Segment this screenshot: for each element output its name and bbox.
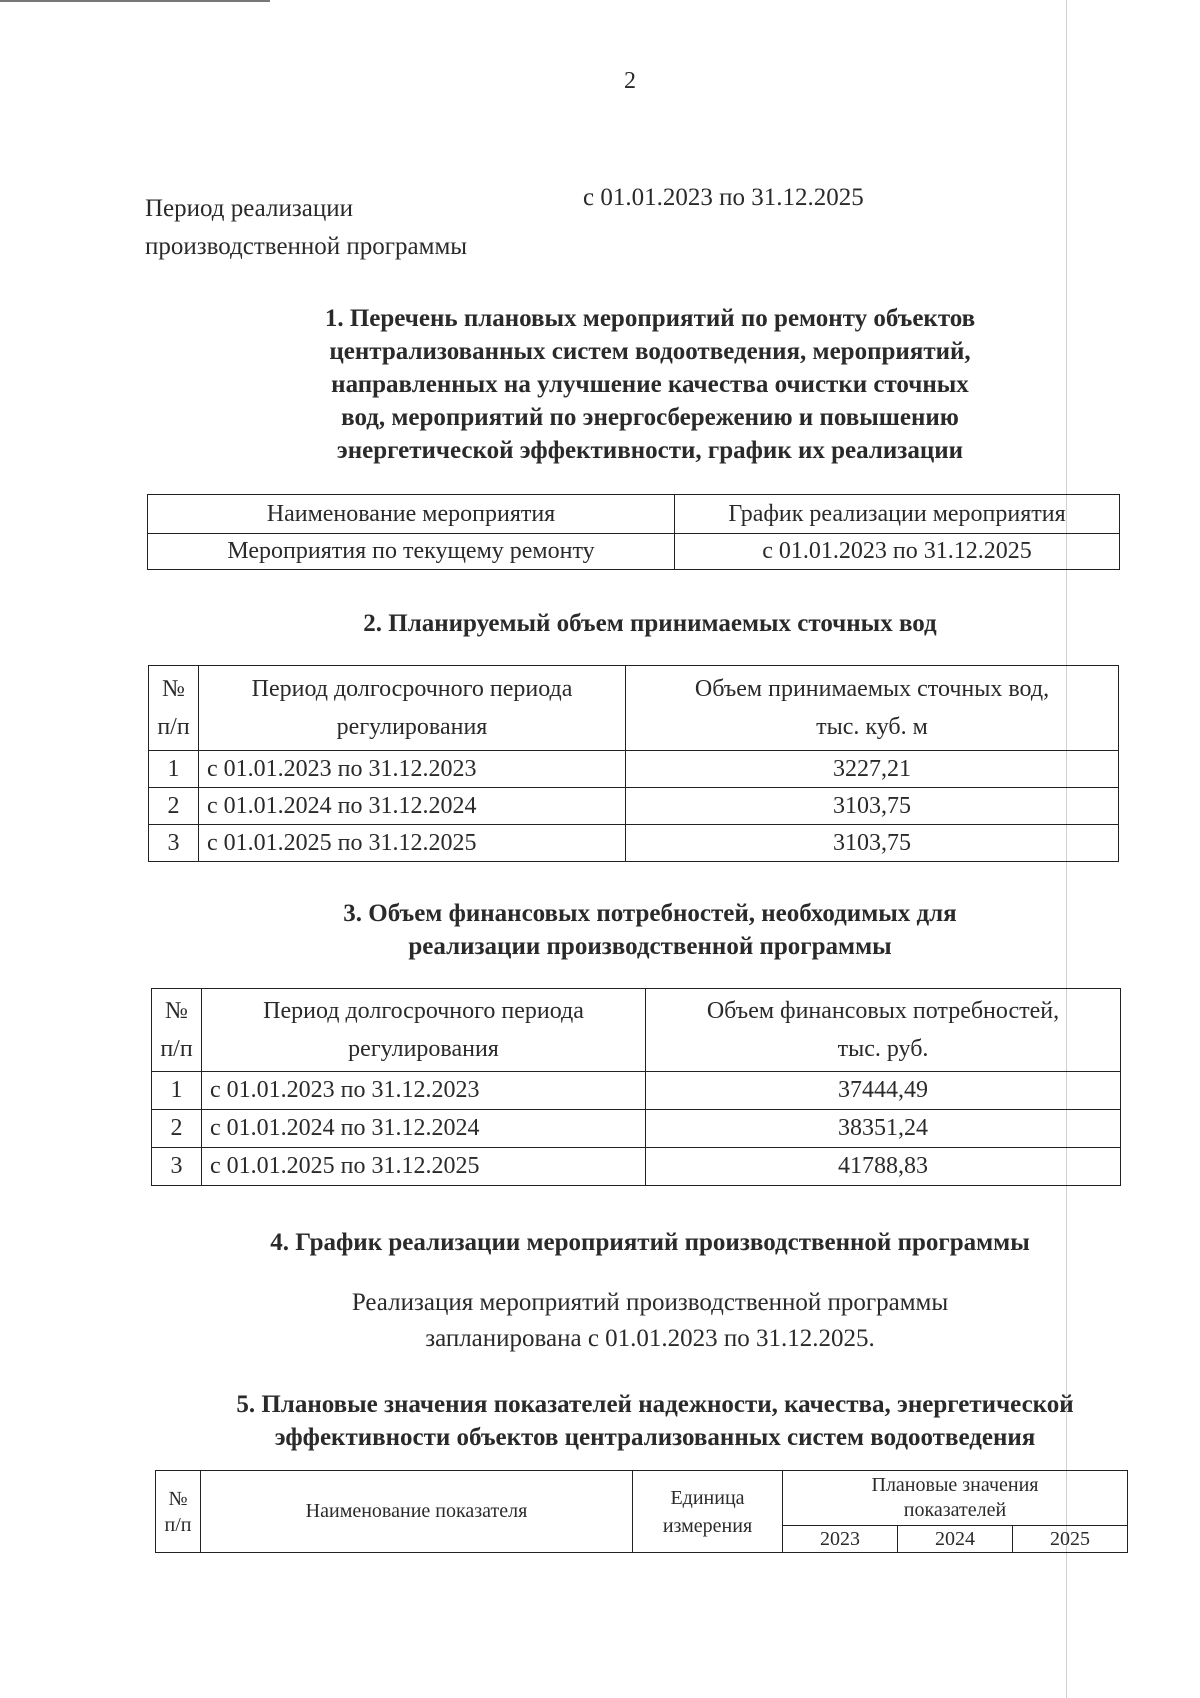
section3-heading [240,897,1060,963]
table-header-row [149,666,1119,751]
header-cell-finance [646,989,1121,1072]
table-cell: 3 [149,825,199,862]
header-cell: Наименование мероприятия [148,495,675,534]
section2-heading: 2. Планируемый объем принимаемых сточных вод [363,610,937,637]
header-cell-number [152,989,202,1072]
section1-heading [240,302,1060,467]
table-header-row [156,1471,1128,1526]
header-text: Период долгосрочного периода [263,998,584,1024]
table-row [148,534,1120,570]
table-row [149,825,1119,862]
header-cell-number [149,666,199,751]
table-cell: Мероприятия по текущему ремонту [148,534,675,570]
table-cell: 3103,75 [626,825,1119,862]
header-text: показателей [903,1499,1007,1521]
table-cell: 3227,21 [626,751,1119,788]
header-text: № [165,998,188,1024]
header-cell-indicator-name: Наименование показателя [201,1471,633,1553]
table-cell: с 01.01.2023 по 31.12.2023 [202,1072,646,1110]
table-row [152,1072,1121,1110]
header-text: п/п [157,714,190,740]
period-label-line: производственной программы [145,233,468,260]
header-cell-unit [633,1471,783,1553]
table-cell: 2 [149,788,199,825]
period-label-line: Период реализации [145,195,353,222]
header-text: Объем принимаемых сточных вод, [694,676,1050,702]
scan-edge-line [0,0,270,2]
table-cell: 3103,75 [626,788,1119,825]
text-line: запланирована с 01.01.2023 по 31.12.2025. [425,1325,875,1352]
header-cell-period [202,989,646,1072]
table-cell: с 01.01.2024 по 31.12.2024 [202,1110,646,1148]
header-text: регулирования [348,1036,499,1062]
header-text: № [168,1487,188,1510]
table-header-row [152,989,1121,1072]
header-cell-plan-values [783,1471,1128,1526]
table-cell: с 01.01.2025 по 31.12.2025 [202,1148,646,1186]
header-cell-year: 2024 [898,1526,1013,1553]
section4-text [200,1285,1100,1357]
section3-table [151,988,1121,1186]
heading-line: реализации производственной программы [408,933,892,960]
table-cell: 37444,49 [646,1072,1121,1110]
table-header-row [148,495,1120,534]
section1-table [147,494,1120,570]
text-line: Реализация мероприятий производственной программы [351,1289,949,1316]
header-text: Период долгосрочного периода [251,676,573,702]
header-text: тыс. руб. [837,1036,929,1062]
heading-line: энергетической эффективности, график их реализации [336,437,964,464]
heading-line: вод, мероприятий по энергосбережению и повышению [341,404,959,431]
section4-heading: 4. График реализации мероприятий производственной программы [270,1229,1030,1256]
table-cell: 38351,24 [646,1110,1121,1148]
period-label [145,190,467,266]
heading-line: 1. Перечень плановых мероприятий по ремонту объектов [324,305,976,332]
header-cell-volume [626,666,1119,751]
section5-heading [155,1388,1155,1454]
header-cell-period [199,666,626,751]
header-text: Единица [670,1486,745,1509]
table-row [152,1148,1121,1186]
heading-line: 3. Объем финансовых потребностей, необходимых для [343,900,957,927]
table-cell: 2 [152,1110,202,1148]
table-cell: 1 [152,1072,202,1110]
heading-line: централизованных систем водоотведения, мероприятий, [329,338,971,365]
table-cell: 1 [149,751,199,788]
header-cell-number [156,1471,201,1553]
table-cell: с 01.01.2024 по 31.12.2024 [199,788,626,825]
table-cell: 41788,83 [646,1148,1121,1186]
header-text: Объем финансовых потребностей, [706,998,1060,1024]
header-cell: График реализации мероприятия [675,495,1120,534]
header-cell-year: 2025 [1013,1526,1128,1553]
period-value: с 01.01.2023 по 31.12.2025 [583,184,864,211]
header-text: п/п [160,1036,193,1062]
section5-table [155,1470,1128,1553]
table-cell: с 01.01.2025 по 31.12.2025 [199,825,626,862]
header-text: № [162,676,185,702]
table-cell: с 01.01.2023 по 31.12.2023 [199,751,626,788]
header-text: п/п [164,1513,192,1536]
table-cell: 3 [152,1148,202,1186]
heading-line: направленных на улучшение качества очистки сточных [331,371,969,398]
header-text: тыс. куб. м [816,714,928,740]
table-row [149,788,1119,825]
section2-table [148,665,1119,862]
page-number: 2 [624,68,636,94]
heading-line: 5. Плановые значения показателей надежности, качества, энергетической [236,1391,1074,1418]
table-row [149,751,1119,788]
header-text: Плановые значения [871,1474,1039,1496]
header-text: измерения [662,1514,753,1537]
table-row [152,1110,1121,1148]
header-cell-year: 2023 [783,1526,898,1553]
header-text: регулирования [336,714,488,740]
table-cell: с 01.01.2023 по 31.12.2025 [675,534,1120,570]
heading-line: эффективности объектов централизованных систем водоотведения [274,1424,1036,1451]
